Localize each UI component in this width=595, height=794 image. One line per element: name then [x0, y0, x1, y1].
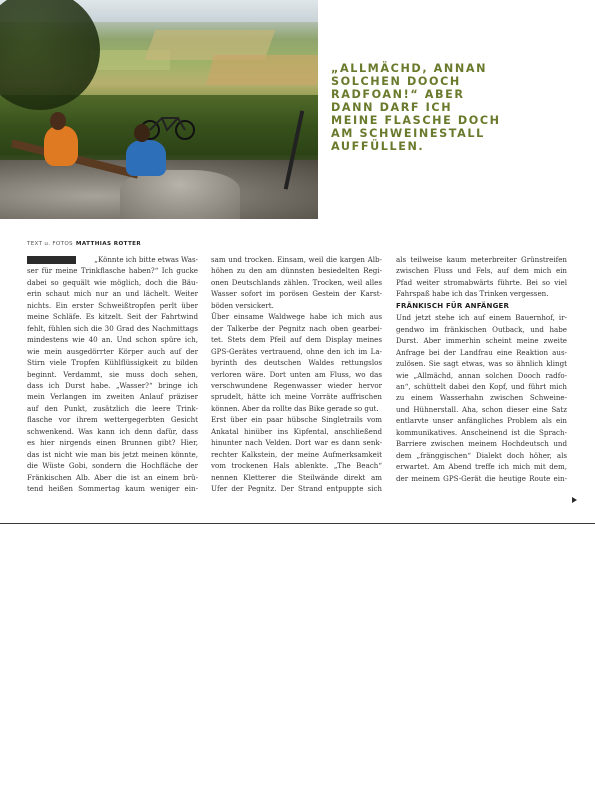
text-line: nennen Kletterer die Steilwände direkt am [211, 472, 382, 482]
continue-arrow-icon [572, 497, 577, 503]
text-line: können. Aber da rollte das Bike gerade so gut. [211, 403, 379, 413]
photo-trees [0, 0, 100, 110]
text-line: erwartet. Am Abend treffe ich mich mit dem, [396, 462, 567, 472]
text-line: Barriere zwischen meinem Hochdeutsch und [396, 439, 567, 449]
text-column-3-top [396, 254, 567, 300]
text-line: schwenkend. Was kann ich denn dafür, dass [27, 426, 198, 436]
text-line: verloren wäre. Dort unten am Fluss, wo das [211, 369, 382, 379]
text-line: Stirn viele Tropfen Kühlflüssigkeit zu bilden [27, 358, 198, 368]
text-line: Ufer der Pegnitz. Der Strand entpuppte sich [211, 484, 382, 494]
text-column-3 [396, 254, 567, 484]
text-line: kommunikatives. Anscheinend ist die Sprach- [396, 427, 567, 437]
text-line: meine Schläfe. Es kitzelt. Seit der Fahrtwind [27, 312, 198, 322]
text-line: Ankatal hinüber ins Kipfental, anschließend [211, 426, 382, 436]
text-line: onen Deutschlands zählen. Trocken, weil alles [211, 277, 382, 287]
pull-quote [331, 62, 531, 153]
text-line: zulösen. Sie sagt etwas, was so ähnlich klingt [396, 359, 567, 369]
text-line: byrinth des deutschen Waldes rettungslos [211, 358, 382, 368]
text-line: Fränkischen Alb. Aber die ist an einem brü- [27, 472, 198, 482]
text-line: flasche vor ihrem wettergegerbten Gesicht [27, 415, 198, 425]
text-line: fehlt, fühlen sich die 30 Grad des Nachmittags [27, 323, 198, 333]
pull-quote-line: RADFOAN!“ ABER [331, 88, 465, 101]
text-line: es hier nirgends einen Brunnen gibt? Hier, [27, 438, 198, 448]
text-line: zwischen Fluss und Fels, auf dem mich ein [396, 266, 567, 276]
text-line: dass ich Durst habe. „Wasser?“ bringe ich [27, 380, 198, 390]
text-line: wie „Allmächd, annan solchen Dooch radfo- [396, 370, 567, 380]
photo-person-head [134, 124, 150, 142]
text-line-content: „Könnte ich bitte etwas Was- [94, 255, 198, 264]
text-column-1 [27, 254, 198, 495]
text-column-2 [211, 254, 382, 495]
hero-photo [0, 0, 318, 219]
text-line: gendwo im fränkischen Outback, und habe [396, 324, 567, 334]
text-line: wie mein ausgedörrter Körper auch auf der [27, 346, 198, 356]
text-line: und Hühnerstall. Aha, schon dieser eine Satz [396, 404, 567, 414]
photo-person-woman [44, 126, 78, 166]
text-line: entlarvte unser anfängliches Problem als ein [396, 416, 567, 426]
text-line: Und jetzt stehe ich auf einem Bauernhof, ir- [396, 313, 567, 323]
pull-quote-line: DANN DARF ICH [331, 101, 453, 114]
text-line: vom trockenen Hals ablenkte. „The Beach“ [211, 461, 382, 471]
text-line: hinunter nach Velden. Dort war es dann senk- [211, 438, 382, 448]
photo-person-head [50, 112, 66, 130]
text-line [27, 254, 198, 265]
text-line: erin schaut mich nur an und lächelt. Weiter [27, 289, 198, 299]
text-line: an“, schüttelt dabei den Kopf, und führt mich [396, 381, 567, 391]
text-line: Pfad weiter stromabwärts führte. Bei so viel [396, 277, 567, 287]
photo-rock [120, 170, 240, 219]
text-column-3-bottom [396, 312, 567, 484]
text-line: der meinem GPS-Gerät die heutige Route ein- [396, 473, 567, 483]
text-line: die Wüste Gobi, sondern die Hochfläche der [27, 461, 198, 471]
text-line: Wasser sofort im porösen Gestein der Karst- [211, 289, 382, 299]
pull-quote-line: AUFFÜLLEN. [331, 140, 425, 153]
pull-quote-line: MEINE FLASCHE DOCH [331, 114, 501, 127]
text-line: böden versickert. [211, 300, 274, 310]
page-rule [0, 523, 595, 524]
text-line: Über einsame Waldwege habe ich mich aus [211, 312, 382, 322]
text-line: Durst. Aber immerhin scheint meine zweite [396, 336, 567, 346]
text-line: höhen zu den am dünnsten besiedelten Regi- [211, 266, 382, 276]
text-line: Erst über ein paar hübsche Singletrails vom [211, 415, 382, 425]
subheading: FRÄNKISCH FÜR ANFÄNGER [396, 301, 510, 310]
photo-field [206, 55, 318, 85]
text-line: nichts. Ein erster Schweißtropfen perlt über [27, 300, 198, 310]
text-line: der Talkerbe der Pegnitz nach oben gearbei- [211, 323, 382, 333]
text-line: mein Verlangen im zweiten Anlauf präziser [27, 392, 198, 402]
text-line: dabei so gequält wie möglich, doch die Bäu- [27, 277, 198, 287]
text-line: tet. Stets dem Pfeil auf dem Display meines [211, 335, 382, 345]
byline-author: MATTHIAS ROTTER [75, 241, 142, 247]
text-line: tend heißen Sommertag kaum weniger ein- [27, 484, 198, 494]
pull-quote-line: AM SCHWEINESTALL [331, 127, 485, 140]
text-line: sprudelt, hätte ich meine Vorräte auffrischen [211, 392, 382, 402]
text-line: GPS-Gerätes vertrauend, ohne den ich im La- [211, 346, 382, 356]
text-line: auf den Punkt, zusätzlich die leere Trink- [27, 403, 198, 413]
pull-quote-line: „ALLMÄCHD, ANNAN [331, 62, 488, 75]
text-line: mindestens wie 40 an. Und schon spüre ich, [27, 335, 198, 345]
text-line: dem „fränggischen“ Dialekt doch höher, als [396, 450, 567, 460]
text-line: als teilweise kaum meterbreiter Grünstreifen [396, 255, 567, 264]
byline-label: TEXT u. FOTOS [27, 241, 73, 247]
byline [27, 241, 141, 247]
text-line: das ist nicht wie man bis jetzt meinen könnte, [27, 449, 198, 459]
text-line: beginnt. Verdammt, sie muss doch sehen, [27, 369, 198, 379]
text-line: zu einem Wasserhahn zwischen Schweine- [396, 393, 567, 403]
text-line: ser für meine Trinkflasche haben?“ Ich gucke [27, 266, 198, 276]
photo-person-man [126, 140, 166, 176]
text-line: Anfrage bei der Landfrau eine Reaktion aus- [396, 347, 567, 357]
text-line: sam und trocken. Einsam, weil die kargen Alb- [211, 255, 382, 264]
pull-quote-line: SOLCHEN DOOCH [331, 75, 461, 88]
text-line: Fahrspaß habe ich das Trinken vergessen. [396, 289, 549, 299]
text-line: rechter Kalkstein, der meine Aufmerksamkeit [211, 449, 382, 459]
text-line: verschwundene Regenwasser wieder hervor [211, 380, 382, 390]
